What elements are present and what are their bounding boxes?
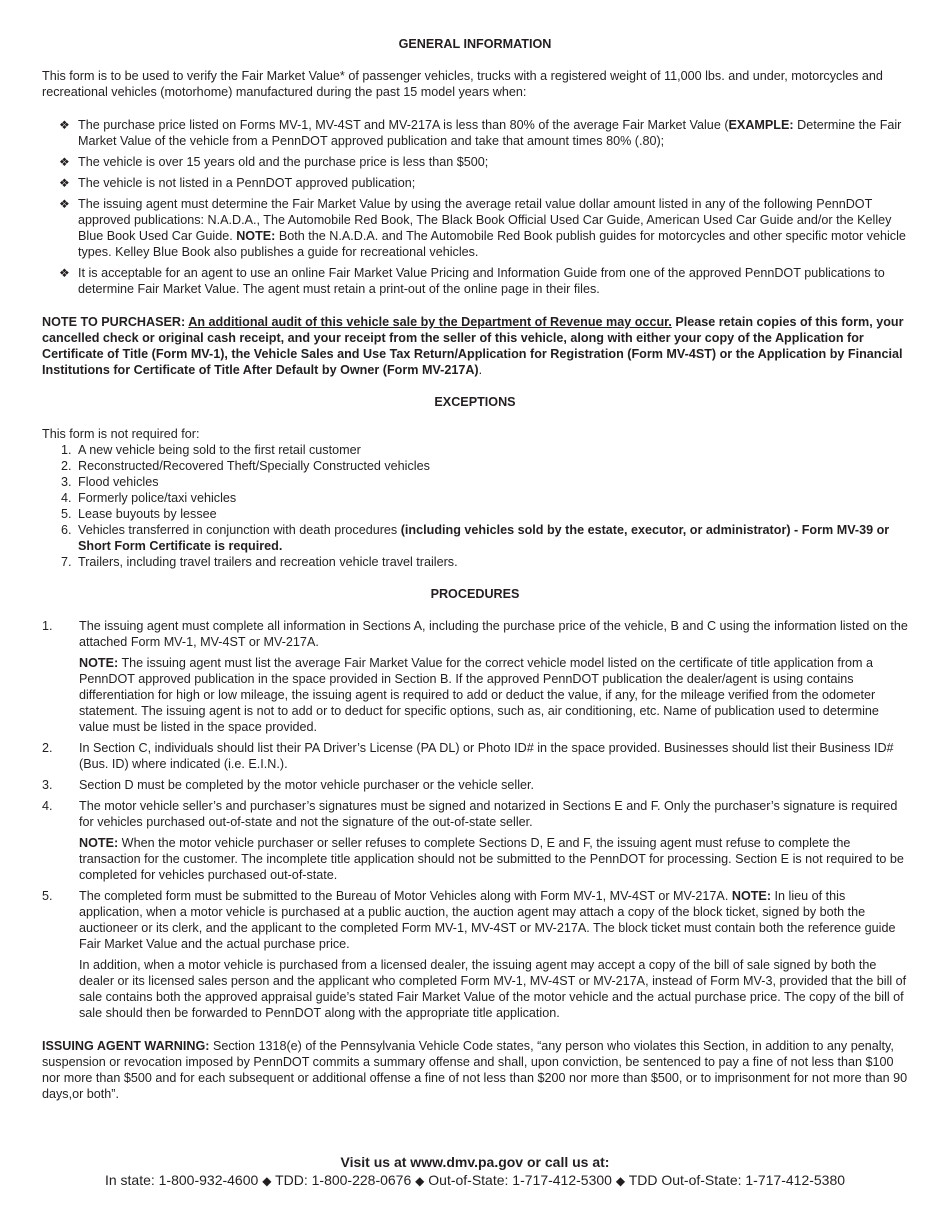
diamond-bullet-icon: ❖: [59, 266, 70, 280]
list-item: 2. Reconstructed/Recovered Theft/Specially Constructed vehicles: [61, 459, 430, 473]
list-item: 5. Lease buyouts by lessee: [61, 507, 217, 521]
list-item: 1. A new vehicle being sold to the first retail customer: [61, 443, 361, 457]
diamond-separator-icon: ◆: [415, 1174, 425, 1188]
list-item: 4. Formerly police/taxi vehicles: [61, 491, 237, 505]
diamond-bullet-icon: ❖: [59, 155, 70, 169]
general-intro-paragraph: This form is to be used to verify the Fair Market Value* of passenger vehicles, trucks with a registered weight of 11,000 lbs. and under, motorcycles and recreational vehicles (motorhome) manufactured during the past 15 model years when:: [42, 69, 883, 99]
list-item: 3. Flood vehicles: [61, 475, 159, 489]
procedures-heading: PROCEDURES: [430, 587, 520, 601]
list-item: ❖ The purchase price listed on Forms MV-1, MV-4ST and MV-217A is less than 80% of the average Fair Market Value (EXAMPLE: Determine the Fair Market Value of the vehicle from a PennDOT approved publication and take that amount times 80% (.80);: [59, 118, 902, 148]
list-item: 1. The issuing agent must complete all information in Sections A, including the purchase price of the vehicle, B and C using the information listed on the attached Form MV-1, MV-4ST or MV-217A. NOTE: The issuing agent must list the average Fair Market Value for the correct vehicle model listed on the certificate of title application from a PennDOT approved publication in the space provided in Section B. If the approved PennDOT publication the dealer/agent is using contains differentiation for high or low mileage, the issuing agent is required to add or deduct the value, if any, for the mileage verified from the odometer statement. The issuing agent is not to add or to deduct for specific options, such as, air conditioning, etc. Name of publication used to determine value must be listed in the space provided.: [42, 619, 908, 734]
issuing-agent-warning: ISSUING AGENT WARNING: Section 1318(e) of the Pennsylvania Vehicle Code states, “any person who violates this Section, in addition to any penalty, suspension or revocation imposed by PennDOT commits a summary offense and shall, upon conviction, be sentenced to pay a fine of not less than $100 nor more than $500 and for each subsequent or additional offense a fine of not less than $200 nor more than $500, or to imprisonment for not more than 90 days,or both”.: [42, 1039, 908, 1101]
note-to-purchaser-paragraph: NOTE TO PURCHASER: An additional audit of this vehicle sale by the Department of Revenue may occur. Please retain copies of this form, your cancelled check or original cash receipt, and your receipt from the seller of this vehicle, along with either your copy of the Application for Certificate of Title (Form MV-1), the Vehicle Sales and Use Tax Return/Application for Registration (Form MV-4ST) or the Application by Financial Institutions for Certificate of Title After Default by Owner (Form MV-217A).: [42, 315, 904, 377]
list-item: ❖ The vehicle is over 15 years old and the purchase price is less than $500;: [59, 155, 489, 169]
diamond-separator-icon: ◆: [262, 1174, 272, 1188]
diamond-separator-icon: ◆: [615, 1174, 626, 1188]
exceptions-heading: EXCEPTIONS: [434, 395, 516, 409]
exceptions-list: [42, 442, 908, 570]
footer-contact: [0, 1153, 950, 1190]
exceptions-intro: This form is not required for:: [42, 427, 200, 441]
phone-out-of-state: Out-of-State: 1-717-412-5300: [428, 1172, 612, 1188]
list-item: 5. The completed form must be submitted to the Bureau of Motor Vehicles along with Form MV-1, MV-4ST or MV-217A. NOTE: In lieu of this application, when a motor vehicle is purchased at a public auction, the auction agent may attach a copy of the block ticket, signed by both the auctioneer or its clerk, and the applicant to the completed Form MV-1, MV-4ST or MV-217A. The block ticket must contain both the reference guide Fair Market Value and the actual purchase price. In addition, when a motor vehicle is purchased from a licensed dealer, the issuing agent may accept a copy of the bill of sale signed by both the dealer or its licensed sales person and the applicant who completed Form MV-1, MV-4ST or MV-217A, instead of Form MV-3, provided that the bill of sale contains both the approved appraisal guide’s stated Fair Market Value of the motor vehicle and the actual purchase price. The copy of the bill of sale should then be forwarded to PennDOT along with the appropriate title application.: [42, 889, 907, 1020]
phone-tdd: TDD: 1-800-228-0676: [275, 1172, 412, 1188]
general-information-heading: GENERAL INFORMATION: [398, 37, 552, 51]
list-item: ❖ The issuing agent must determine the Fair Market Value by using the average retail value dollar amount listed in any of the following PennDOT approved publications: N.A.D.A., The Automobile Red Book, The Black Book Official Used Car Guide, American Used Car Guide and/or the Kelley Blue Book Used Car Guide. NOTE: Both the N.A.D.A. and The Automobile Red Book publish guides for motorcycles and other specific motor vehicle types. Kelley Blue Book also publishes a guide for recreational vehicles.: [59, 197, 906, 259]
list-item: 3. Section D must be completed by the motor vehicle purchaser or the vehicle seller.: [42, 778, 534, 792]
list-item: 7. Trailers, including travel trailers and recreation vehicle travel trailers.: [61, 555, 458, 569]
list-item: 6. Vehicles transferred in conjunction with death procedures (including vehicles sold by the estate, executor, or administrator) - Form MV-39 or Short Form Certificate is required.: [61, 523, 890, 553]
diamond-bullet-icon: ❖: [59, 197, 70, 211]
document-page: [42, 36, 908, 1102]
diamond-bullet-icon: ❖: [59, 118, 70, 132]
general-bullet-list: [42, 117, 908, 297]
phone-in-state: In state: 1-800-932-4600: [104, 1172, 259, 1188]
phone-tdd-out-of-state: TDD Out-of-State: 1-717-412-5380: [628, 1172, 846, 1188]
procedures-list: [42, 618, 908, 1021]
list-item: 2. In Section C, individuals should list their PA Driver’s License (PA DL) or Photo ID# in the space provided. Businesses should list their Business ID# (Bus. ID) where indicated (i.e. E.I.N.).: [42, 741, 894, 771]
footer-phone-line: [0, 1171, 950, 1190]
list-item: 4. The motor vehicle seller’s and purchaser’s signatures must be signed and notarized in Sections E and F. Only the purchaser’s signature is required for vehicles purchased out-of-state and not the signature of the out-of-state seller. NOTE: When the motor vehicle purchaser or seller refuses to complete Sections D, E and F, the issuing agent must refuse to complete the transaction for the customer. The incomplete title application should not be submitted to the PennDOT for processing. Section E is not required to be completed for vehicles purchased out-of-state.: [42, 799, 904, 882]
list-item: ❖ The vehicle is not listed in a PennDOT approved publication;: [59, 176, 416, 190]
footer-visit-line: Visit us at www.dmv.pa.gov or call us at:: [340, 1154, 610, 1170]
list-item: ❖ It is acceptable for an agent to use an online Fair Market Value Pricing and Information Guide from one of the approved PennDOT publications to determine Fair Market Value. The agent must retain a print-out of the online page in their files.: [59, 266, 885, 296]
diamond-bullet-icon: ❖: [59, 176, 70, 190]
